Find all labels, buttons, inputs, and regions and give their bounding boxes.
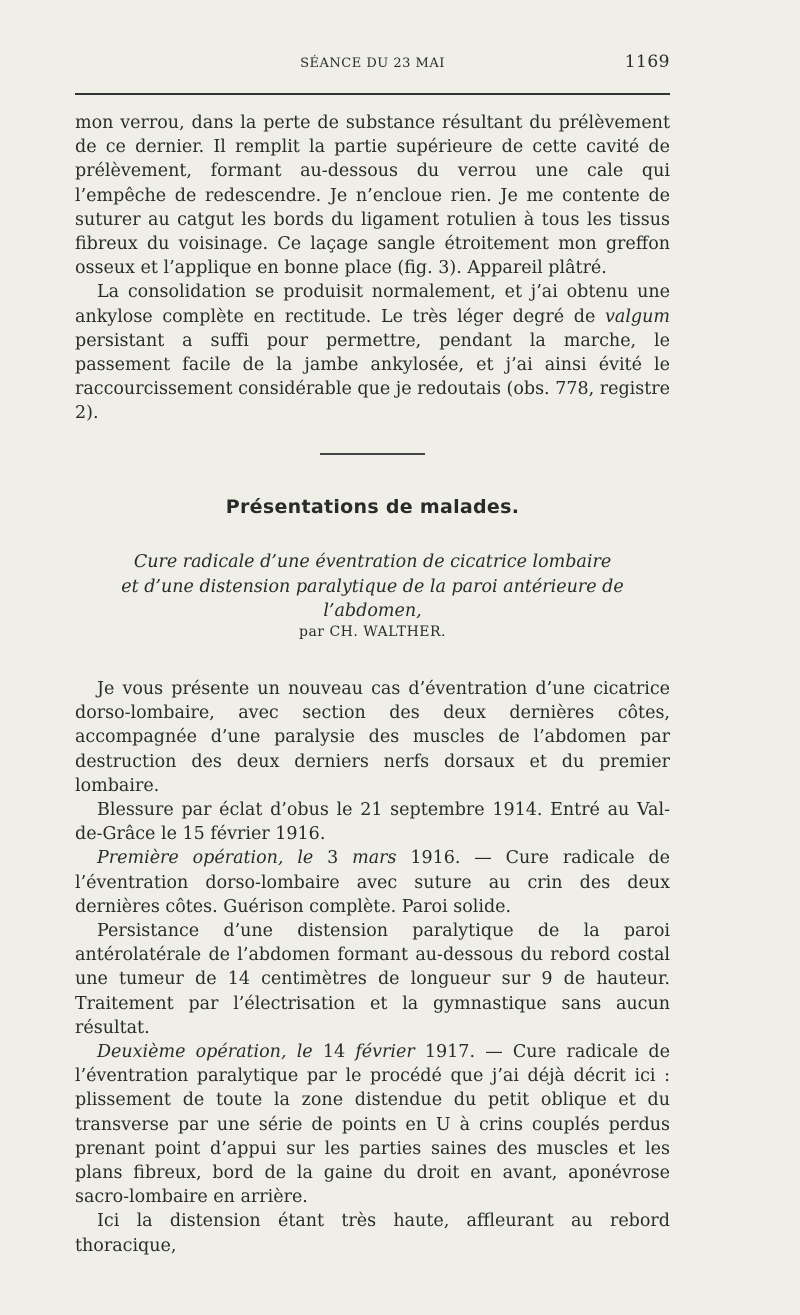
consolidation-after: persistant a suffi pour permettre, pendant la marche, le passement facile de la jambe ankylosée, et j’ai ainsi évité le raccourcissement considérable que je redoutais (obs. 778, registre 2). [75, 330, 670, 424]
section-title: Présentations de malades. [225, 496, 520, 518]
p3-italic-2: mars [352, 848, 397, 869]
paragraph-6: Ici la distension étant très haute, affleurant au rebord thoracique, [75, 1211, 670, 1256]
consolidation-before: La consolidation se produisit normalement, et j’ai obtenu une ankylose complète en rectitude. Le très léger degré de [75, 282, 670, 327]
paragraph-consolidation [75, 280, 670, 425]
paragraph-2: Blessure par éclat d’obus le 21 septembre 1914. Entré au Val-de-Grâce le 15 février 1916. [75, 800, 670, 845]
running-title: SÉANCE DU 23 MAI [300, 56, 445, 71]
page-header [75, 52, 670, 76]
consolidation-italic: valgum [605, 306, 670, 327]
p3-italic: Première opération, le [97, 848, 314, 869]
paragraph-continuation: mon verrou, dans la perte de substance résultant du prélèvement de ce dernier. Il remplit la partie supérieure de cette cavité de prélèvement, formant au-dessous du verrou une cale qui l’empêche de redescendre. Je n’encloue rien. Je me contente de suturer au catgut les bords du ligament rotulien à tous les tissus fibreux du voisinage. Ce laçage sangle étroitement mon greffon osseux et l’applique en bonne place (fig. 3). Appareil plâtré. [75, 113, 670, 279]
paragraph-4: Persistance d’une distension paralytique de la paroi antérolatérale de l’abdomen formant au-dessous du rebord costal une tumeur de 14 centimètres de longueur sur 9 de hauteur. Traitement par l’électrisation et la gymnastique sans aucun résultat. [75, 921, 670, 1038]
header-rule [75, 93, 670, 95]
p5-italic-2: février [355, 1042, 415, 1063]
p5-italic: Deuxième opération, le [97, 1042, 313, 1063]
p5-date: 14 [312, 1042, 356, 1063]
subtitle-line-2: et d’une distension paralytique de la paroi antérieure de l’abdomen, [121, 577, 624, 621]
author: par CH. WALTHER. [299, 624, 446, 640]
section-separator [320, 453, 425, 455]
p5-rest: 1917. — Cure radicale de l’éventration paralytique par le procédé que j’ai déjà décrit ici : plissement de toute la zone distendue du petit oblique et du transverse par une série de points en U à crins couplés perdus prenant point d’appui sur les parties saines des muscles et les plans fibreux, bord de la gaine du droit en avant, aponévrose sacro-lombaire en arrière. [75, 1042, 670, 1208]
paragraph-1: Je vous présente un nouveau cas d’éventration d’une cicatrice dorso-lombaire, avec section des deux dernières côtes, accompagnée d’une paralysie des muscles de l’abdomen par destruction des deux derniers nerfs dorsaux et du premier lombaire. [75, 679, 670, 796]
main-text-block [75, 677, 670, 1258]
paragraph-5 [75, 1040, 670, 1209]
p3-rest: 1916. — Cure radicale de l’éventration dorso-lombaire avec suture au crin des deux dernières côtes. Guérison complète. Paroi solide. [75, 848, 670, 917]
top-text-block [75, 111, 670, 426]
p3-date: 3 [313, 848, 353, 869]
subtitle-line-1: Cure radicale d’une éventration de cicatrice lombaire [133, 552, 612, 572]
page-number: 1169 [624, 52, 670, 72]
paragraph-3 [75, 846, 670, 919]
